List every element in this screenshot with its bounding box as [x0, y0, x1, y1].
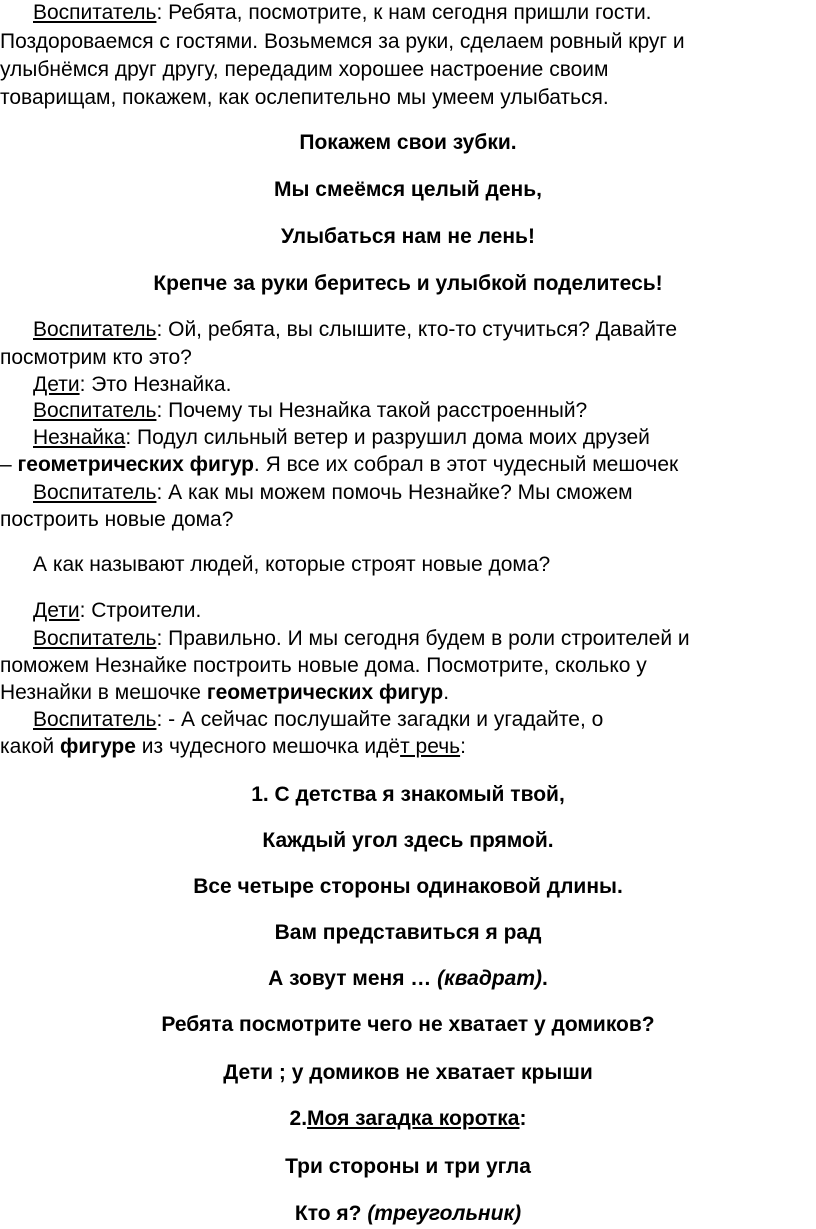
paragraph-line: улыбнёмся друг другу, передадим хорошее настроение своим [0, 58, 609, 81]
dialogue-line [33, 398, 816, 424]
riddle-line [0, 1201, 816, 1227]
poem-line: Крепче за руки беритесь и улыбкой поделитесь! [153, 272, 663, 295]
dialogue-text: Незнайки в мешочке [0, 681, 207, 704]
riddle-line [0, 966, 816, 992]
dialogue-line [0, 680, 816, 706]
dialogue-line [0, 452, 816, 478]
dialogue-line [33, 317, 816, 343]
speaker-label: Дети [33, 373, 80, 396]
paragraph-line [33, 0, 816, 26]
dialogue-line: построить новые дома? [0, 508, 234, 531]
speaker-label: Незнайка [33, 426, 126, 449]
poem-line: Улыбаться нам не лень! [281, 225, 535, 248]
dialogue-line [33, 425, 816, 451]
dialogue-text: : - А сейчас послушайте загадки и угадайте, о [156, 708, 604, 731]
dialogue-text: : Ой, ребята, вы слышите, кто-то стучиться? Давайте [156, 318, 678, 341]
dialogue-line [33, 372, 816, 398]
underlined-text: т речь [400, 735, 461, 758]
dialogue-text: какой [0, 735, 60, 758]
riddle-line: Вам представиться я рад [274, 921, 542, 944]
dialogue-text: : Подул сильный ветер и разрушил дома моих друзей [125, 426, 650, 449]
speaker-label: Воспитатель [33, 399, 157, 422]
dialogue-line [33, 480, 816, 506]
dialogue-line [33, 707, 816, 733]
speaker-label: Воспитатель [33, 627, 157, 650]
dialogue-line: поможем Незнайке построить новые дома. Посмотрите, сколько у [0, 654, 647, 677]
riddle-text: . [542, 967, 548, 990]
riddle-line: 1. С детства я знакомый твой, [251, 783, 565, 806]
dialogue-line [0, 734, 816, 760]
bold-term: фигуре [60, 735, 136, 758]
riddle-line: Каждый угол здесь прямой. [262, 829, 554, 852]
riddle-answer: (квадрат) [437, 967, 543, 990]
riddle-text: Кто я? [294, 1202, 368, 1225]
poem-line: Покажем свои зубки. [299, 131, 517, 154]
dialogue-text: : Строители. [79, 599, 202, 622]
riddle-heading: Моя загадка коротка [307, 1107, 520, 1130]
dialogue-line: посмотрим кто это? [0, 346, 192, 369]
riddle-text: : [519, 1107, 527, 1130]
bold-term: геометрических фигур [17, 453, 254, 476]
paragraph-line: товарищам, покажем, как ослепительно мы умеем улыбаться. [0, 86, 609, 109]
riddle-line: Все четыре стороны одинаковой длины. [193, 875, 623, 898]
paragraph-text: : Ребята, посмотрите, к нам сегодня пришли гости. [156, 1, 652, 24]
paragraph-line: Поздороваемся с гостями. Возьмемся за руки, сделаем ровный круг и [0, 30, 685, 53]
dash: – [0, 453, 18, 476]
dialogue-text: : [460, 735, 466, 758]
speaker-label: Воспитатель [33, 318, 157, 341]
riddle-text: А зовут меня … [268, 967, 438, 990]
dialogue-text: . Я все их собрал в этот чудесный мешочек [253, 453, 679, 476]
dialogue-line [33, 598, 816, 624]
riddle-line: Три стороны и три угла [285, 1155, 531, 1178]
speaker-label: Воспитатель [33, 1, 157, 24]
dialogue-text: : Почему ты Незнайка такой расстроенный? [156, 399, 588, 422]
riddle-line: Ребята посмотрите чего не хватает у домиков? [161, 1013, 655, 1036]
bold-term: геометрических фигур [206, 681, 444, 704]
poem-line: Мы смеёмся целый день, [274, 178, 542, 201]
dialogue-text: . [443, 681, 450, 704]
dialogue-line [33, 626, 816, 652]
dialogue-text: : Правильно. И мы сегодня будем в роли строителей и [156, 627, 690, 650]
dialogue-text: : А как мы можем помочь Незнайке? Мы сможем [156, 481, 633, 504]
speaker-label: Дети [33, 599, 80, 622]
speaker-label: Воспитатель [33, 708, 157, 731]
speaker-label: Воспитатель [33, 481, 157, 504]
question-line: А как называют людей, которые строят новые дома? [33, 553, 551, 576]
riddle-answer: (треугольник) [367, 1202, 522, 1225]
riddle-line: Дети ; у домиков не хватает крыши [223, 1061, 593, 1084]
riddle-number: 2. [289, 1107, 308, 1130]
riddle-title [0, 1106, 816, 1132]
dialogue-text: : Это Незнайка. [79, 373, 232, 396]
dialogue-text: из чудесного мешочка идё [135, 735, 401, 758]
